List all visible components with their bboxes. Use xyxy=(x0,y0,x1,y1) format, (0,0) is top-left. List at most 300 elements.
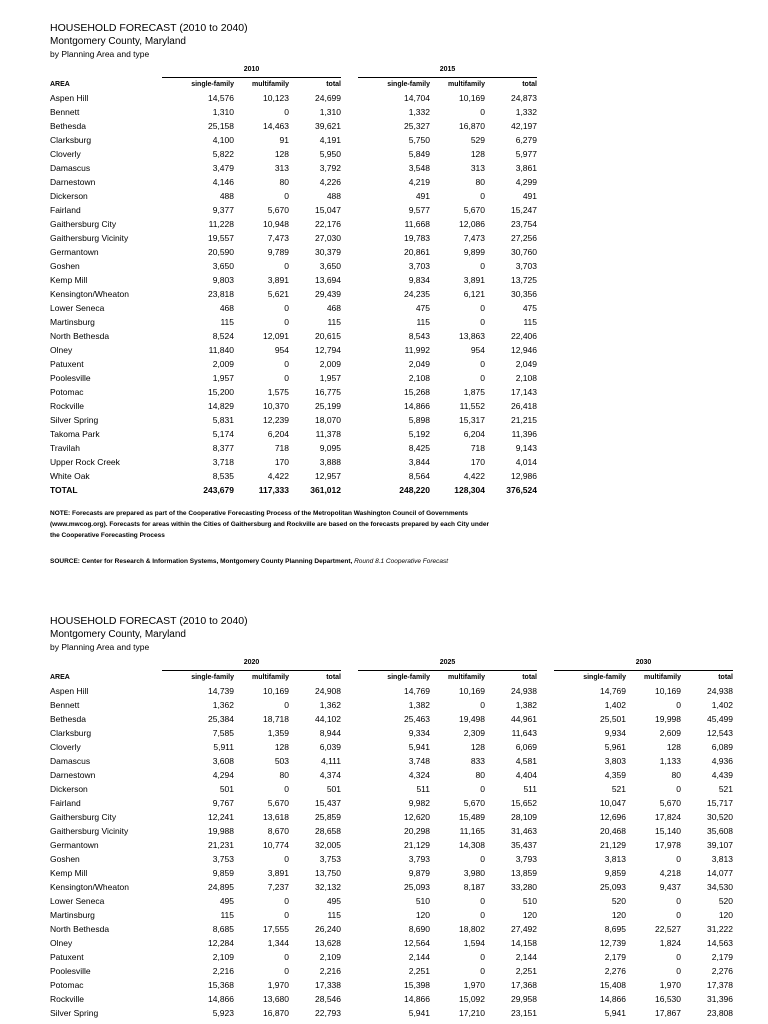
area-name: Kensington/Wheaton xyxy=(50,289,129,299)
area-column-header: AREA xyxy=(50,673,70,681)
single-family-value: 5,898 xyxy=(408,415,430,425)
column-gap xyxy=(537,894,554,908)
table-row xyxy=(50,754,733,768)
single-family-value: 1,382 xyxy=(408,700,430,710)
column-gap xyxy=(341,427,358,441)
total-value: 13,750 xyxy=(315,868,341,878)
multifamily-header: multifamily xyxy=(448,674,485,681)
total-value: 16,775 xyxy=(315,387,341,397)
single-family-header: single-family xyxy=(387,674,430,681)
multifamily-value: 16,530 xyxy=(655,994,681,1004)
column-gap xyxy=(341,483,358,497)
total-value: 2,216 xyxy=(319,966,341,976)
column-gap xyxy=(341,824,358,838)
year-header-spacer xyxy=(50,656,162,671)
table-row xyxy=(50,1006,733,1020)
single-family-value: 19,988 xyxy=(208,826,234,836)
single-family-value: 5,750 xyxy=(408,135,430,145)
column-gap xyxy=(537,950,554,964)
single-family-header: single-family xyxy=(191,81,234,88)
multifamily-value: 17,555 xyxy=(263,924,289,934)
total-value: 3,650 xyxy=(319,261,341,271)
column-gap xyxy=(341,287,358,301)
total-value: 15,717 xyxy=(707,798,733,808)
column-gap xyxy=(341,441,358,455)
multifamily-value: 12,239 xyxy=(263,415,289,425)
area-name: Fairland xyxy=(50,798,81,808)
column-gap xyxy=(537,992,554,1006)
multifamily-value: 0 xyxy=(284,910,289,920)
single-family-value: 11,992 xyxy=(404,345,430,355)
single-family-value: 11,668 xyxy=(404,219,430,229)
total-value: 25,859 xyxy=(315,812,341,822)
area-name: Martinsburg xyxy=(50,910,95,920)
area-name: Gaithersburg City xyxy=(50,812,117,822)
single-family-value: 25,463 xyxy=(404,714,430,724)
table-row xyxy=(50,441,537,455)
column-gap xyxy=(341,119,358,133)
single-family-value: 9,577 xyxy=(408,205,430,215)
area-name: Bennett xyxy=(50,700,80,710)
multifamily-value: 313 xyxy=(274,163,289,173)
multifamily-header: multifamily xyxy=(448,81,485,88)
column-gap xyxy=(537,698,554,712)
total-header: total xyxy=(718,674,733,681)
column-gap xyxy=(341,782,358,796)
single-family-value: 120 xyxy=(611,910,626,920)
multifamily-value: 80 xyxy=(279,177,289,187)
single-family-value: 15,268 xyxy=(404,387,430,397)
table-row xyxy=(50,231,537,245)
multifamily-value: 5,670 xyxy=(659,798,681,808)
column-gap xyxy=(341,768,358,782)
year-header: 2015 xyxy=(358,63,537,78)
total-value: 12,794 xyxy=(315,345,341,355)
total-value: 28,658 xyxy=(315,826,341,836)
multifamily-value: 18,802 xyxy=(459,924,485,934)
single-family-value: 21,231 xyxy=(208,840,234,850)
single-family-value: 120 xyxy=(415,910,430,920)
total-value: 27,492 xyxy=(511,924,537,934)
single-family-value: 8,425 xyxy=(408,443,430,453)
multifamily-value: 0 xyxy=(284,854,289,864)
single-family-value: 14,866 xyxy=(600,994,626,1004)
total-value: 12,946 xyxy=(511,345,537,355)
multifamily-value: 9,899 xyxy=(463,247,485,257)
column-gap xyxy=(341,469,358,483)
household-forecast-table-2 xyxy=(50,656,733,1020)
total-value: 6,279 xyxy=(515,135,537,145)
table-row xyxy=(50,357,537,371)
table-row xyxy=(50,315,537,329)
total-value: 491 xyxy=(522,191,537,201)
single-family-value: 2,251 xyxy=(408,966,430,976)
multifamily-value: 0 xyxy=(480,854,485,864)
total-value: 1,310 xyxy=(319,107,341,117)
multifamily-value: 5,670 xyxy=(267,798,289,808)
multifamily-value: 1,575 xyxy=(267,387,289,397)
area-name: Takoma Park xyxy=(50,429,100,439)
single-family-value: 14,829 xyxy=(208,401,234,411)
county-subtitle-2: Montgomery County, Maryland xyxy=(50,629,186,640)
multifamily-value: 6,121 xyxy=(463,289,485,299)
column-gap xyxy=(341,922,358,936)
single-family-value: 20,590 xyxy=(208,247,234,257)
table-row xyxy=(50,880,733,894)
multifamily-value: 0 xyxy=(284,191,289,201)
single-family-value: 23,818 xyxy=(208,289,234,299)
column-gap xyxy=(341,357,358,371)
table-row xyxy=(50,866,733,880)
single-family-value: 25,093 xyxy=(600,882,626,892)
column-gap xyxy=(537,922,554,936)
total-value: 44,961 xyxy=(511,714,537,724)
single-family-value: 3,748 xyxy=(408,756,430,766)
multifamily-value: 2,309 xyxy=(463,728,485,738)
multifamily-value: 7,473 xyxy=(463,233,485,243)
multifamily-value: 128 xyxy=(274,149,289,159)
multifamily-value: 128,304 xyxy=(454,485,485,495)
table-row xyxy=(50,740,733,754)
total-value: 115 xyxy=(523,317,537,327)
year-header-spacer xyxy=(50,63,162,78)
multifamily-value: 718 xyxy=(470,443,485,453)
table-row xyxy=(50,371,537,385)
single-family-value: 12,696 xyxy=(600,812,626,822)
total-value: 15,652 xyxy=(511,798,537,808)
multifamily-value: 11,165 xyxy=(459,826,485,836)
total-value: 22,793 xyxy=(315,1008,341,1018)
column-gap xyxy=(341,371,358,385)
single-family-value: 4,359 xyxy=(604,770,626,780)
column-gap xyxy=(537,1006,554,1020)
total-label: TOTAL xyxy=(50,485,78,495)
total-value: 4,581 xyxy=(515,756,537,766)
single-family-value: 115 xyxy=(220,317,234,327)
single-family-value: 4,219 xyxy=(408,177,430,187)
multifamily-value: 80 xyxy=(475,770,485,780)
column-gap xyxy=(341,245,358,259)
column-gap xyxy=(537,880,554,894)
total-value: 3,861 xyxy=(515,163,537,173)
single-family-value: 2,144 xyxy=(408,952,430,962)
single-family-value: 8,377 xyxy=(212,443,234,453)
single-family-value: 9,859 xyxy=(604,868,626,878)
total-value: 12,543 xyxy=(707,728,733,738)
column-gap xyxy=(341,964,358,978)
multifamily-value: 10,123 xyxy=(263,93,289,103)
source-citation xyxy=(50,556,490,567)
area-name: Darnestown xyxy=(50,177,96,187)
table-row xyxy=(50,768,733,782)
total-header: total xyxy=(326,81,341,88)
table-row xyxy=(50,273,537,287)
single-family-value: 15,368 xyxy=(208,980,234,990)
table-row xyxy=(50,399,537,413)
single-family-value: 2,216 xyxy=(212,966,234,976)
single-family-value: 4,146 xyxy=(212,177,234,187)
single-family-value: 9,879 xyxy=(408,868,430,878)
area-name: North Bethesda xyxy=(50,924,110,934)
area-name: Bethesda xyxy=(50,121,86,131)
total-value: 13,859 xyxy=(511,868,537,878)
multifamily-value: 22,527 xyxy=(655,924,681,934)
single-family-value: 8,535 xyxy=(212,471,234,481)
total-value: 115 xyxy=(327,317,341,327)
single-family-value: 4,100 xyxy=(212,135,234,145)
total-value: 17,368 xyxy=(511,980,537,990)
total-value: 35,437 xyxy=(511,840,537,850)
single-family-value: 14,866 xyxy=(404,994,430,1004)
single-family-value: 14,769 xyxy=(600,686,626,696)
multifamily-value: 503 xyxy=(274,756,289,766)
multifamily-value: 13,618 xyxy=(263,812,289,822)
total-value: 33,280 xyxy=(511,882,537,892)
multifamily-value: 0 xyxy=(284,303,289,313)
column-gap xyxy=(537,852,554,866)
multifamily-value: 313 xyxy=(470,163,485,173)
multifamily-value: 0 xyxy=(284,966,289,976)
area-name: Lower Seneca xyxy=(50,303,105,313)
single-family-value: 5,822 xyxy=(212,149,234,159)
total-value: 24,699 xyxy=(315,93,341,103)
multifamily-value: 6,204 xyxy=(267,429,289,439)
multifamily-value: 0 xyxy=(676,700,681,710)
single-family-value: 521 xyxy=(611,784,626,794)
single-family-value: 14,769 xyxy=(404,686,430,696)
column-gap xyxy=(341,343,358,357)
column-gap xyxy=(341,1006,358,1020)
multifamily-value: 19,498 xyxy=(459,714,485,724)
multifamily-value: 12,086 xyxy=(459,219,485,229)
single-family-header: single-family xyxy=(387,81,430,88)
table-row xyxy=(50,894,733,908)
total-value: 26,240 xyxy=(315,924,341,934)
total-value: 12,986 xyxy=(511,471,537,481)
total-value: 3,813 xyxy=(711,854,733,864)
total-value: 6,089 xyxy=(711,742,733,752)
multifamily-value: 14,463 xyxy=(263,121,289,131)
table-row xyxy=(50,810,733,824)
single-family-value: 21,129 xyxy=(600,840,626,850)
single-family-value: 20,298 xyxy=(404,826,430,836)
single-family-value: 488 xyxy=(219,191,234,201)
total-value: 29,439 xyxy=(315,289,341,299)
total-value: 501 xyxy=(326,784,341,794)
single-family-value: 243,679 xyxy=(203,485,234,495)
single-family-value: 8,685 xyxy=(212,924,234,934)
column-gap xyxy=(341,91,358,105)
single-family-value: 3,813 xyxy=(604,854,626,864)
table-row xyxy=(50,119,537,133)
table-row xyxy=(50,133,537,147)
forecast-section-2020-2030 xyxy=(50,615,733,1020)
column-gap xyxy=(537,782,554,796)
single-family-value: 8,524 xyxy=(212,331,234,341)
multifamily-value: 170 xyxy=(274,457,289,467)
total-value: 1,957 xyxy=(319,373,341,383)
column-gap xyxy=(537,810,554,824)
multifamily-value: 0 xyxy=(676,910,681,920)
single-family-value: 20,861 xyxy=(404,247,430,257)
single-family-value: 5,849 xyxy=(408,149,430,159)
column-gap xyxy=(341,684,358,698)
single-family-value: 12,284 xyxy=(208,938,234,948)
total-value: 30,379 xyxy=(315,247,341,257)
single-family-value: 24,235 xyxy=(404,289,430,299)
table-row xyxy=(50,147,537,161)
total-value: 3,888 xyxy=(319,457,341,467)
total-value: 44,102 xyxy=(315,714,341,724)
total-value: 520 xyxy=(718,896,733,906)
single-family-value: 1,362 xyxy=(212,700,234,710)
total-value: 511 xyxy=(523,784,537,794)
multifamily-value: 128 xyxy=(274,742,289,752)
area-name: Aspen Hill xyxy=(50,93,89,103)
area-name: Potomac xyxy=(50,387,84,397)
total-value: 20,615 xyxy=(315,331,341,341)
column-gap xyxy=(341,175,358,189)
single-family-value: 3,548 xyxy=(408,163,430,173)
column-gap xyxy=(537,726,554,740)
column-gap xyxy=(537,978,554,992)
multifamily-value: 718 xyxy=(274,443,289,453)
multifamily-value: 0 xyxy=(480,896,485,906)
single-family-value: 5,941 xyxy=(604,1008,626,1018)
total-value: 120 xyxy=(522,910,537,920)
total-value: 3,753 xyxy=(319,854,341,864)
table-row xyxy=(50,684,733,698)
total-value: 26,418 xyxy=(511,401,537,411)
column-gap xyxy=(341,63,358,78)
multifamily-value: 0 xyxy=(480,910,485,920)
single-family-value: 468 xyxy=(219,303,234,313)
single-family-value: 9,767 xyxy=(212,798,234,808)
multifamily-value: 8,187 xyxy=(463,882,485,892)
total-value: 2,251 xyxy=(515,966,537,976)
breakdown-subtitle: by Planning Area and type xyxy=(50,49,150,59)
column-gap xyxy=(341,852,358,866)
area-name: Lower Seneca xyxy=(50,896,105,906)
multifamily-value: 16,870 xyxy=(459,121,485,131)
single-family-value: 1,957 xyxy=(212,373,234,383)
total-value: 521 xyxy=(718,784,733,794)
table-row xyxy=(50,950,733,964)
column-gap xyxy=(341,740,358,754)
multifamily-value: 11,552 xyxy=(459,401,485,411)
single-family-value: 3,793 xyxy=(408,854,430,864)
area-name: Upper Rock Creek xyxy=(50,457,120,467)
multifamily-value: 15,092 xyxy=(459,994,485,1004)
multifamily-value: 7,237 xyxy=(267,882,289,892)
column-gap xyxy=(537,712,554,726)
multifamily-value: 0 xyxy=(284,261,289,271)
area-name: Kensington/Wheaton xyxy=(50,882,129,892)
single-family-value: 3,650 xyxy=(212,261,234,271)
table-row xyxy=(50,259,537,273)
single-family-value: 15,200 xyxy=(208,387,234,397)
year-header-row xyxy=(50,63,537,78)
column-gap xyxy=(341,880,358,894)
total-value: 4,936 xyxy=(711,756,733,766)
multifamily-value: 0 xyxy=(284,317,289,327)
area-name: White Oak xyxy=(50,471,90,481)
total-header: total xyxy=(522,81,537,88)
column-gap xyxy=(341,399,358,413)
single-family-value: 520 xyxy=(611,896,626,906)
single-family-value: 9,377 xyxy=(212,205,234,215)
multifamily-value: 9,437 xyxy=(659,882,681,892)
column-gap xyxy=(537,671,554,685)
multifamily-value: 1,344 xyxy=(267,938,289,948)
total-value: 361,012 xyxy=(310,485,341,495)
single-family-value: 8,695 xyxy=(604,924,626,934)
single-family-value: 24,895 xyxy=(208,882,234,892)
total-value: 468 xyxy=(326,303,341,313)
single-family-value: 475 xyxy=(415,303,430,313)
column-header-row xyxy=(50,78,537,92)
table-row xyxy=(50,287,537,301)
single-family-value: 5,174 xyxy=(212,429,234,439)
total-value: 475 xyxy=(522,303,537,313)
table-row xyxy=(50,782,733,796)
total-value: 495 xyxy=(326,896,341,906)
total-value: 13,694 xyxy=(315,275,341,285)
multifamily-header: multifamily xyxy=(252,674,289,681)
single-family-value: 14,866 xyxy=(208,994,234,1004)
total-value: 22,176 xyxy=(315,219,341,229)
column-gap xyxy=(341,133,358,147)
single-family-value: 14,866 xyxy=(404,401,430,411)
multifamily-value: 954 xyxy=(274,345,289,355)
page-title: HOUSEHOLD FORECAST (2010 to 2040) xyxy=(50,22,248,34)
forecast-section-2010-2015 xyxy=(50,22,537,497)
area-name: Bethesda xyxy=(50,714,86,724)
table-row xyxy=(50,796,733,810)
single-family-value: 25,158 xyxy=(208,121,234,131)
single-family-value: 14,704 xyxy=(404,93,430,103)
column-gap xyxy=(537,684,554,698)
multifamily-value: 15,489 xyxy=(459,812,485,822)
column-gap xyxy=(341,231,358,245)
multifamily-value: 128 xyxy=(666,742,681,752)
table-row xyxy=(50,469,537,483)
total-value: 2,108 xyxy=(515,373,537,383)
column-gap xyxy=(341,329,358,343)
total-value: 24,908 xyxy=(315,686,341,696)
total-value: 4,374 xyxy=(319,770,341,780)
area-name: Patuxent xyxy=(50,359,84,369)
total-value: 34,530 xyxy=(707,882,733,892)
total-value: 3,793 xyxy=(515,854,537,864)
multifamily-value: 10,948 xyxy=(263,219,289,229)
single-family-value: 3,753 xyxy=(212,854,234,864)
single-family-value: 5,911 xyxy=(213,742,234,752)
single-family-value: 12,739 xyxy=(600,938,626,948)
single-family-value: 25,501 xyxy=(600,714,626,724)
column-gap xyxy=(341,936,358,950)
area-name: Damascus xyxy=(50,163,91,173)
source-forecast-name: Round 8.1 Cooperative Forecast xyxy=(354,558,449,565)
year-header: 2020 xyxy=(162,656,341,671)
column-gap xyxy=(537,768,554,782)
area-name: Kemp Mill xyxy=(50,868,88,878)
single-family-value: 1,310 xyxy=(212,107,234,117)
multifamily-value: 1,875 xyxy=(463,387,485,397)
single-family-value: 14,576 xyxy=(208,93,234,103)
column-gap xyxy=(341,189,358,203)
total-value: 510 xyxy=(522,896,537,906)
